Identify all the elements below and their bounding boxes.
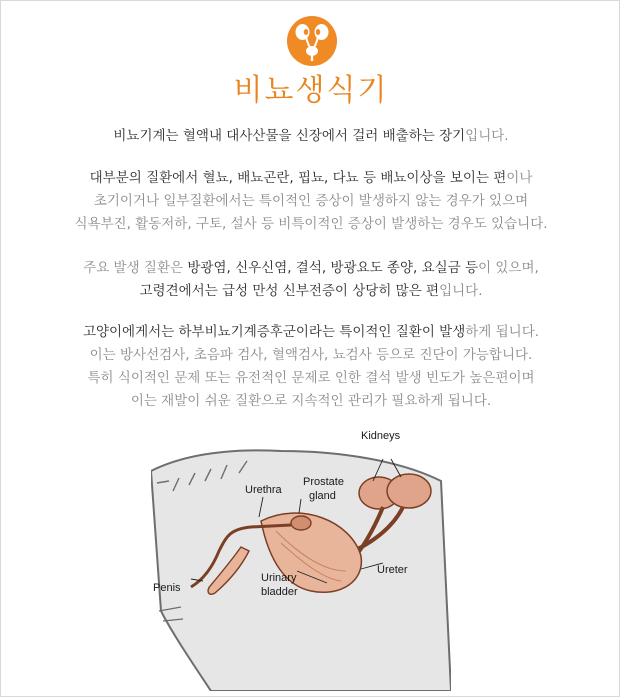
label-gland: gland [309,490,336,502]
senior-dog-text: 입니다. [439,283,483,299]
cat-text-emphasis: 고양이에게서는 하부비뇨기계증후군이라는 특이적인 질환이 발생 [82,324,466,340]
label-urethra: Urethra [245,484,282,496]
cat-text: 하게 됩니다. [465,324,540,340]
kidney-right [387,474,431,508]
label-kidneys: Kidneys [361,430,401,442]
intro-paragraph [11,125,611,148]
prostate-gland [291,516,311,530]
cat-line-2: 이는 방사선검사, 초음파 검사, 혈액검사, 뇨검사 등으로 진단이 가능합니다. [89,347,533,363]
senior-dog-text-emphasis: 고령견에서는 급성 만성 신부전증이 상당히 많은 편 [139,283,440,299]
diseases-text-emphasis: 방광염, 신우신염, 결석, 방광요도 종양, 요실금 등 [187,260,479,276]
symptoms-line-2: 초기이거나 일부질환에서는 특이적인 증상이 발생하지 않는 경우가 있으며 [93,193,529,209]
symptoms-text-emphasis: 대부분의 질환에서 혈뇨, 배뇨곤란, 핍뇨, 다뇨 등 배뇨이상을 보이는 편 [89,170,507,186]
label-prostate: Prostate [303,476,344,488]
diseases-text-a: 주요 발생 질환은 [83,260,188,276]
label-ureter: Ureter [377,564,408,576]
diseases-paragraph [11,257,611,303]
kidney-bladder-icon [286,15,338,67]
intro-text-emphasis: 비뇨기계는 혈액내 대사산물을 신장에서 걸러 배출하는 장기 [113,128,466,144]
page-title: 비뇨생식기 [233,73,389,108]
intro-text: 입니다. [465,128,509,144]
symptoms-line-3: 식욕부진, 활동저하, 구토, 설사 등 비특이적인 증상이 발생하는 경우도 있습니다. [74,216,548,232]
symptoms-paragraph [11,167,611,236]
symptoms-text: 이나 [506,170,533,186]
urinary-anatomy-diagram [151,421,451,691]
label-penis: Penis [153,582,181,594]
diseases-text-b: 이 있으며, [478,260,539,276]
cat-line-4: 이는 재발이 쉬운 질환으로 지속적인 관리가 필요하게 됩니다. [130,393,492,409]
cat-line-3: 특히 식이적인 문제 또는 유전적인 문제로 인한 결석 발생 빈도가 높은편이며 [87,370,535,386]
cat-paragraph [11,321,611,413]
label-urinary: Urinary [261,572,297,584]
label-bladder: bladder [261,586,298,598]
